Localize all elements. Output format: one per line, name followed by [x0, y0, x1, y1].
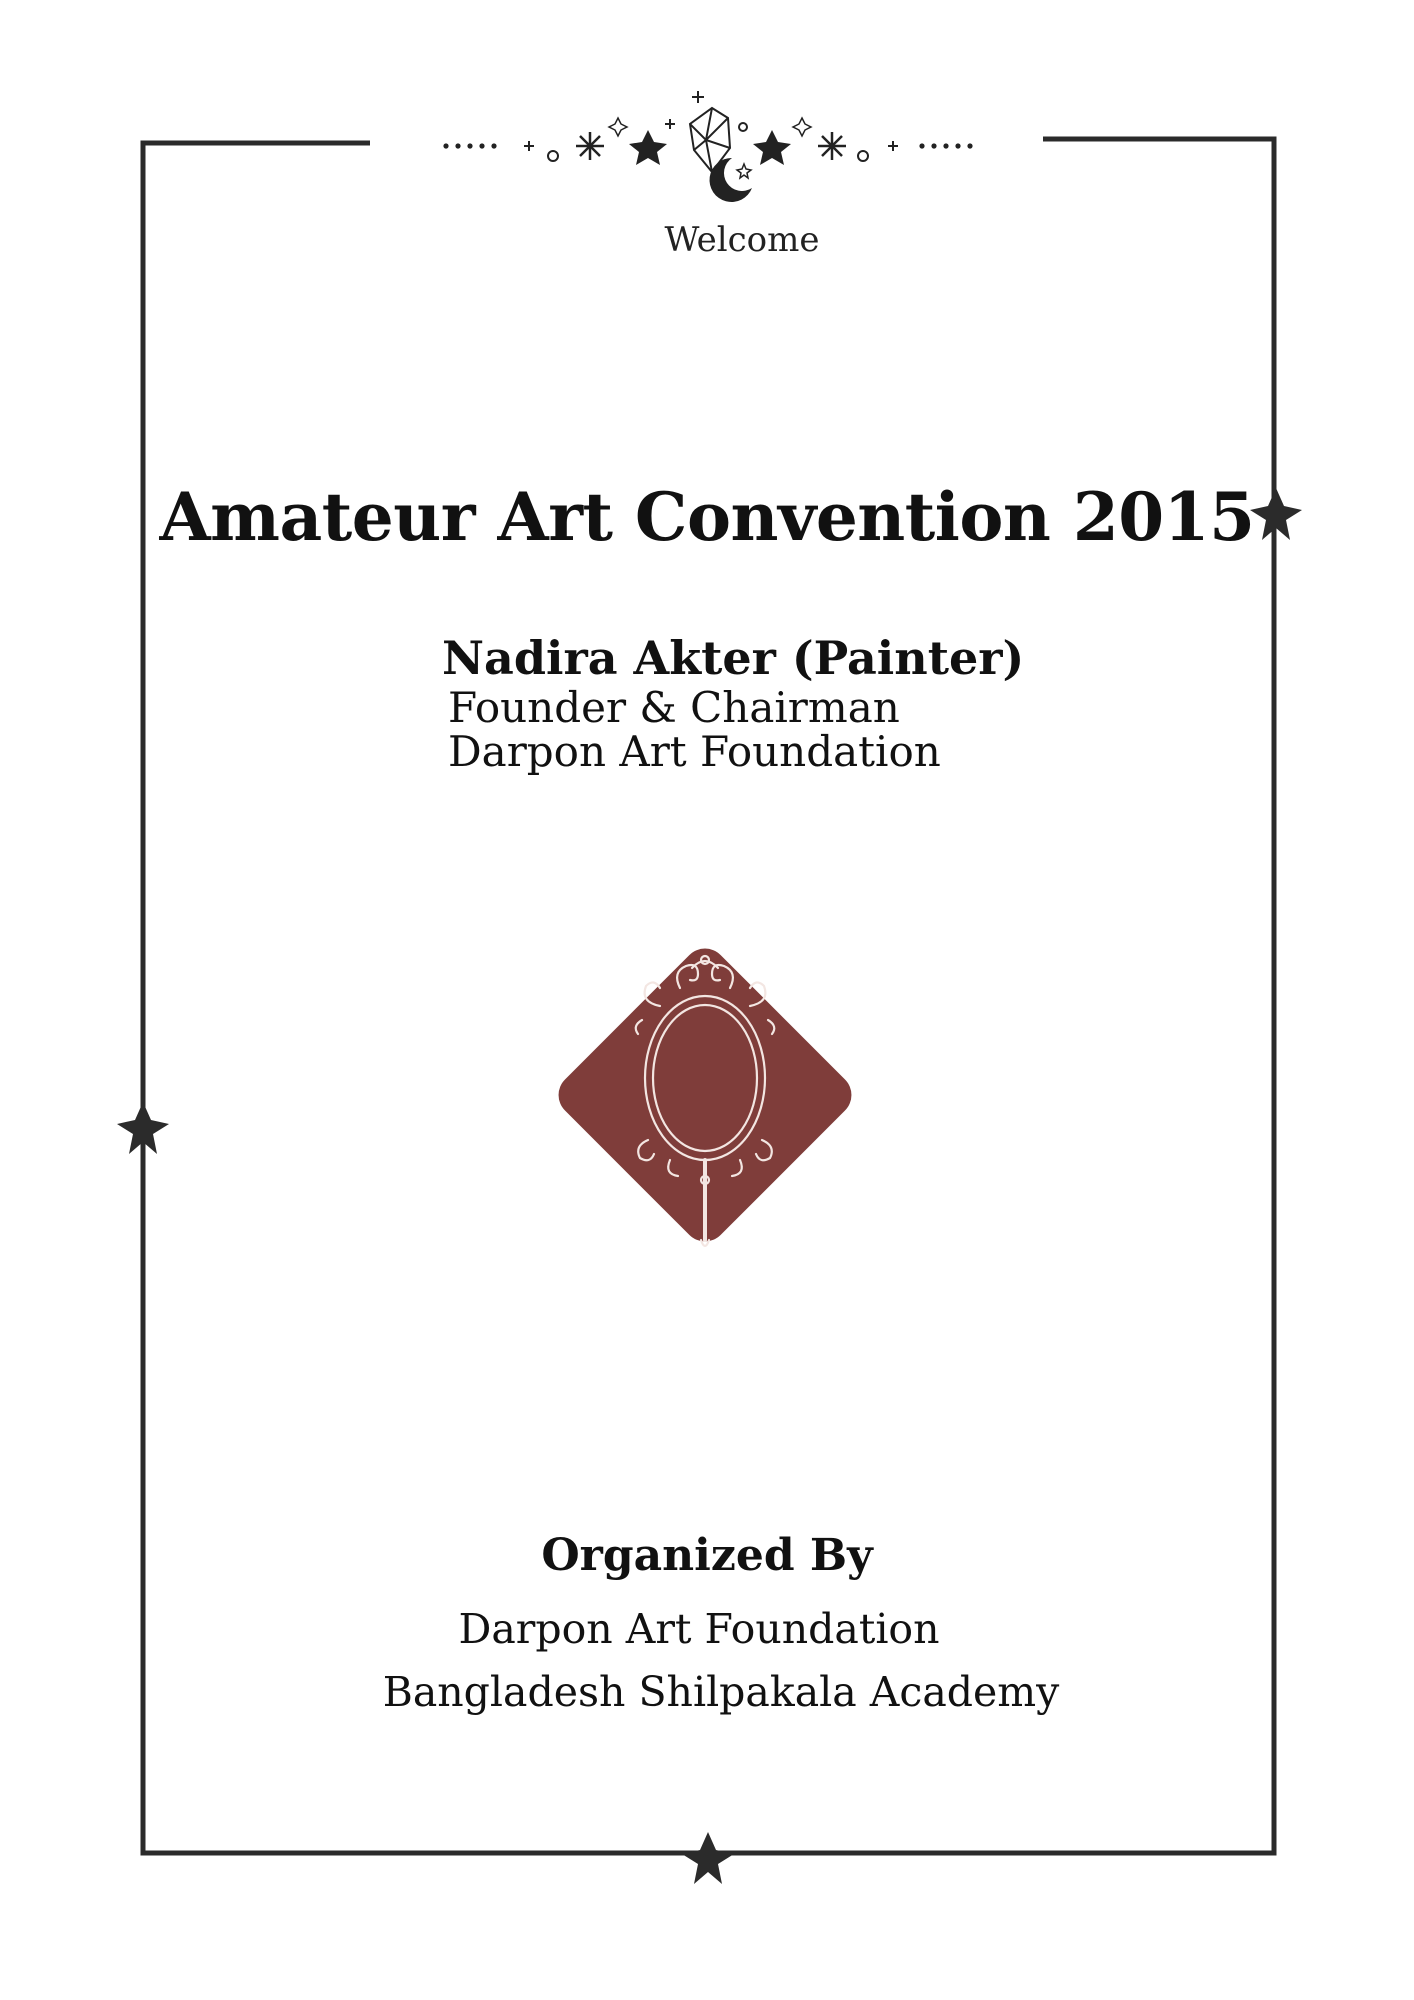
- speaker-role: Founder & Chairman: [448, 683, 900, 732]
- welcome-text: Welcome: [664, 220, 820, 260]
- star-icon: [753, 130, 791, 165]
- organized-by-heading: Organized By: [541, 1530, 873, 1581]
- star-icon: [682, 1832, 734, 1884]
- star-icon: [629, 130, 667, 165]
- speaker-block: [442, 630, 1142, 774]
- speaker-organization: Darpon Art Foundation: [448, 727, 941, 776]
- organizer-name: Bangladesh Shilpakala Academy: [382, 1668, 1060, 1716]
- organizer-name: Darpon Art Foundation: [458, 1605, 940, 1653]
- celestial-ornament: [443, 91, 972, 202]
- hand-mirror-icon: [520, 910, 890, 1280]
- speaker-name: Nadira Akter (Painter): [442, 631, 1025, 685]
- event-title: Amateur Art Convention 2015: [159, 478, 1255, 556]
